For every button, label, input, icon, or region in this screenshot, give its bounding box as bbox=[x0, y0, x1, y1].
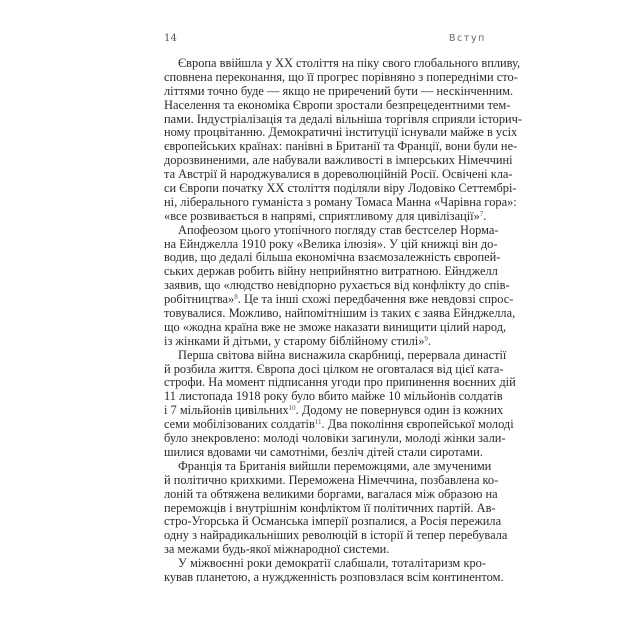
text-line: ських держав робить війну неприйнятно витратною. Ейнджелл bbox=[164, 264, 498, 279]
text-line: 11 листопада 1918 року було вбито майже 10 мільйонів солдатів bbox=[164, 389, 503, 404]
paragraph-2 bbox=[164, 222, 516, 349]
text-run: «все розвивається в напрямі, сприятливому для цивілізації» bbox=[164, 208, 480, 223]
text-line: й розбила життя. Європа досі цілком не оговталася від цієї ката- bbox=[164, 361, 504, 376]
text-line: лоній та обтяжена великими боргами, вагалася між образою на bbox=[164, 486, 498, 501]
text-line: ному процвітанню. Демократичні інституції існували майже в усіх bbox=[164, 125, 518, 140]
running-head bbox=[164, 33, 486, 47]
text-line: Франція та Британія вийшли переможцями, але змученими bbox=[178, 458, 492, 473]
footnote-marker: 7 bbox=[479, 209, 484, 218]
text-line: строфи. На момент підписання угоди про припинення воєнних дій bbox=[164, 375, 516, 390]
text-line: пами. Індустріалізація та дедалі вільніша торгівля сприяли історич- bbox=[164, 111, 523, 126]
text-line bbox=[164, 292, 514, 307]
text-run: семи мобілізованих солдатів bbox=[164, 417, 315, 432]
text-run: робітництва» bbox=[164, 292, 235, 307]
text-line: й політично крихкими. Переможена Німеччина, позбавлена ко- bbox=[164, 472, 499, 487]
paragraph-5 bbox=[164, 556, 504, 585]
text-line: сповнена переконання, що її прогрес порівняно з попередніми сто- bbox=[164, 69, 518, 84]
text-run: і 7 мільйонів цивільних bbox=[164, 403, 289, 418]
paragraph-3 bbox=[164, 347, 516, 460]
footnote-marker: 8 bbox=[234, 293, 238, 302]
footnote-marker: 11 bbox=[314, 418, 322, 427]
footnote-marker: 10 bbox=[288, 404, 296, 413]
paragraph-4 bbox=[164, 458, 508, 557]
page-number: 14 bbox=[164, 33, 178, 44]
text-line: та Австрії й народжувалися в дореволюційній Росії. Освічені кла- bbox=[164, 167, 513, 182]
text-line: заявив, що «людство невідпорно рухається від конфлікту до спів- bbox=[164, 278, 510, 293]
text-line: кував планетою, а нуждженність розповзлася всім континентом. bbox=[164, 569, 504, 584]
text-run: . Додому не повернувся один із кожних bbox=[295, 403, 504, 418]
text-line: водив, що дедалі більша економічна взаємозалежність європей- bbox=[164, 250, 501, 265]
text-line: європейських країнах: панівні в Британії та Франції, вони були не- bbox=[164, 139, 518, 154]
paragraph-1 bbox=[164, 56, 523, 224]
text-line: ні, ліберального гуманіста з роману Томаса Манна «Чарівна гора»: bbox=[164, 194, 517, 209]
text-line: за межами будь-якої міжнародної системи. bbox=[164, 542, 390, 557]
text-run: . Це та інші схожі передбачення вже невдовзі спрос- bbox=[237, 292, 514, 307]
text-line: шилися вдовами чи самотніми, безліч дітей стали сиротами. bbox=[164, 444, 483, 459]
text-line: си Європи початку XX століття поділяли віру Лодовіко Сеттембрі- bbox=[164, 181, 517, 196]
text-line: було знекровлено: молоді чоловіки загинули, молоді жінки зали- bbox=[164, 431, 506, 446]
text-line: Населення та економіка Європи зростали безпрецедентними тем- bbox=[164, 97, 511, 112]
text-line: Європа ввійшла у XX століття на піку свого глобального впливу, bbox=[178, 56, 521, 70]
text-line: Перша світова війна виснажила скарбниці, перервала династії bbox=[178, 347, 507, 362]
body-text bbox=[164, 56, 523, 585]
section-title: Вступ bbox=[448, 33, 486, 44]
text-line: У міжвоєнні роки демократії слабшали, тоталітаризм кро- bbox=[178, 556, 486, 571]
text-line: із жінками й дітьми, у старому біблійному стилі»$^9$. bbox=[164, 333, 432, 348]
text-line: на Ейнджелла 1910 року «Велика ілюзія». У цій книжці він до- bbox=[164, 236, 498, 251]
footnote-marker: 9 bbox=[424, 334, 428, 343]
text-line: літтями точно буде — якщо не приречений бути — нескінченним. bbox=[164, 83, 514, 98]
text-line bbox=[164, 417, 514, 432]
text-line bbox=[164, 403, 504, 418]
text-run: . Два покоління європейської молоді bbox=[321, 417, 514, 432]
text-line: переможців і внутрішнім конфліктом її політичних партій. Ав- bbox=[164, 500, 496, 515]
text-line: товувалися. Можливо, найпомітнішим із таких є заява Ейнджелла, bbox=[164, 306, 516, 321]
text-line: стро-Угорська й Османська імперії розпалися, а Росія пережила bbox=[164, 514, 502, 529]
text-line: «все розвивається в напрямі, сприятливому для цивілізації»$^7$. bbox=[164, 208, 487, 223]
text-line: Апофеозом цього утопічного погляду став бестселер Норма- bbox=[178, 222, 499, 237]
text-run: із жінками й дітьми, у старому біблійному стилі» bbox=[164, 333, 425, 348]
text-line: дорозвиненими, але набували важливості в імперських Німеччині bbox=[164, 153, 513, 168]
text-line: одну з найрадикальніших революцій в історії й тепер перебувала bbox=[164, 528, 508, 543]
text-line: що «жодна країна вже не зможе наказати винищити цілий народ, bbox=[164, 319, 507, 334]
